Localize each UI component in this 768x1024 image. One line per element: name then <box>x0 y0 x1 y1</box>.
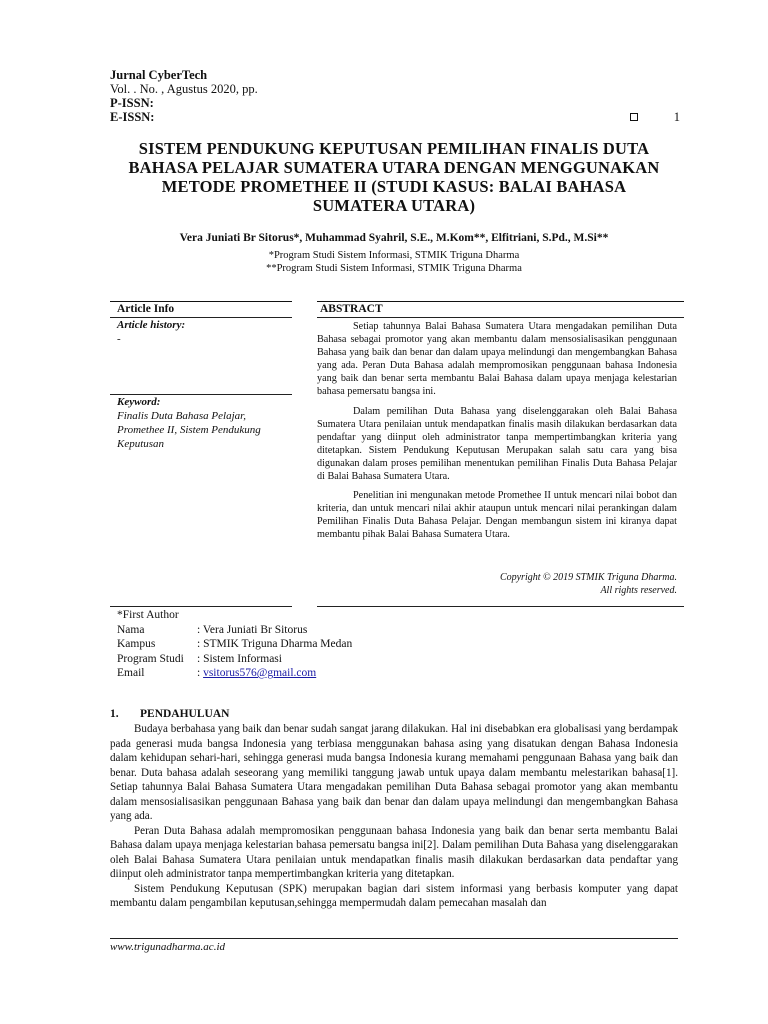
paper-title <box>100 139 688 215</box>
affiliation-1: *Program Studi Sistem Informasi, STMIK Triguna Dharma <box>268 250 520 261</box>
title-line: BAHASA PELAJAR SUMATERA UTARA DENGAN MENGGUNAKAN <box>128 158 660 177</box>
rule-article-info-bottom <box>110 606 292 607</box>
abstract-paragraph: Penelitian ini mengunakan metode Promethee II untuk mencari nilai bobot dan kriteria, dan untuk mencari nilai akhir ataupun untuk mencari nilai perankingan dalam Pemilihan Finalis Duta Bahasa Pelajar. Dengan membangun sistem ini kiranya dapat membantu pihak Balai Bahasa Sumatera Utara. <box>317 490 677 541</box>
title-line: SISTEM PENDUKUNG KEPUTUSAN PEMILIHAN FINALIS DUTA <box>138 139 650 158</box>
email-link[interactable]: vsitorus576@gmail.com <box>203 667 317 679</box>
keywords-line: Promethee II, Sistem Pendukung <box>117 424 261 436</box>
author-row <box>117 652 352 667</box>
keywords <box>117 409 289 451</box>
first-author-label: *First Author <box>117 609 179 621</box>
rule-article-info-top <box>110 301 292 302</box>
author-field-value <box>197 666 352 681</box>
page-number: 1 <box>673 110 680 124</box>
section-body <box>110 722 678 911</box>
author-field-key: Nama <box>117 623 145 636</box>
section-title: PENDAHULUAN <box>140 708 230 720</box>
body-paragraph: Peran Duta Bahasa adalah mempromosikan penggunaan bahasa Indonesia yang baik dan benar serta membantu Balai Bahasa dalam upaya menjaga kelestarian bahasa pemersatu bangsa ini[2]. Dalam pemilihan Duta Bahasa yang diselenggarakan oleh Balai Bahasa Sumatera Utara penilaian untuk mendapatkan finalis masih dilakukan berdasarkan data pendaftar yang diinput oleh administrator tanpa mempertimbangkan kriteria yang ditetapkan. <box>110 824 678 880</box>
abstract-paragraph: Setiap tahunnya Balai Bahasa Sumatera Utara mengadakan pemilihan Duta Bahasa sebagai promotor yang akan membantu dalam mensosialisasikan penggunaan Bahasa yang baik dan benar dan dalam upaya melindungi dan mengembangkan Bahasa yang ada. Peran Duta Bahasa adalah mempromosikan penggunaan bahasa Indonesia yang baik dan benar serta membantu Balai Bahasa dalam upaya menjaga kelestarian bahasa pemersatu bangsa ini. <box>317 321 677 398</box>
body-paragraph: Sistem Pendukung Keputusan (SPK) merupakan bagian dari sistem informasi yang berbasis komputer yang dapat membantu dalam pengambilan keputusan,sehingga mempermudah dalam pemecahan masalah dan <box>110 882 678 909</box>
square-outline-icon <box>630 113 638 121</box>
author-field-value: : Sistem Informasi <box>197 652 282 665</box>
rule-abstract-bottom <box>317 606 684 607</box>
journal-name: Jurnal CyberTech <box>110 68 208 82</box>
article-history-value: - <box>117 333 121 345</box>
rule-abstract-sub <box>317 317 684 318</box>
author-field-key: Program Studi <box>117 652 184 665</box>
author-row <box>117 666 352 681</box>
keyword-label: Keyword: <box>117 396 161 408</box>
abstract-paragraph: Dalam pemilihan Duta Bahasa yang diselenggarakan oleh Balai Bahasa Sumatera Utara penilaian untuk mendapatkan finalis masih dilakukan berdasarkan data pendaftar yang diinput oleh administrator tanpa mempertimbangkan kriteria yang ditetapkan. Sistem Pendukung Keputusan Merupakan salah satu cara yang bisa digunakan dalam proses pemilihan menentukan pemilihan Finalis Duta Bahasa Pelajar di Balai Bahasa Sumatera Utara. <box>317 405 677 483</box>
affiliation-2: **Program Studi Sistem Informasi, STMIK Triguna Dharma <box>266 262 522 274</box>
rule-abstract-top <box>317 301 684 302</box>
article-info-label: Article Info <box>117 303 175 315</box>
affiliations <box>100 250 688 275</box>
first-author-block <box>117 608 352 681</box>
author-field-key: Email <box>117 667 145 679</box>
author-field-value: : STMIK Triguna Dharma Medan <box>197 638 353 650</box>
title-line: SUMATERA UTARA) <box>312 196 476 215</box>
abstract-body <box>317 320 677 542</box>
section-heading <box>110 708 229 720</box>
footer-url[interactable]: www.trigunadharma.ac.id <box>110 941 226 953</box>
author-row <box>117 623 352 638</box>
e-issn: E-ISSN: <box>110 110 155 124</box>
author-list: Vera Juniati Br Sitorus*, Muhammad Syahril, S.E., M.Kom**, Elfitriani, S.Pd., M.Si** <box>179 232 609 244</box>
author-row <box>117 637 352 652</box>
keywords-line: Finalis Duta Bahasa Pelajar, <box>117 410 246 422</box>
body-paragraph: Budaya berbahasa yang baik dan benar sudah sangat jarang dilakukan. Hal ini disebabkan era globalisasi yang berdampak pada generasi muda bangsa Indonesia yang terbiasa menggunakan bahasa asing yang disatukan dengan Bahasa Indonesia dalam kehidupan sehari-hari, sehingga generasi muda bangsa Indonesia kurang memahami penggunaan Bahasa yang baik dan benar. Duta bahasa adalah seseorang yang memiliki tanggung jawab untuk upaya dalam membantu melestarikan bahasa[1]. Setiap tahunnya Balai Bahasa Sumatera Utara mengadakan pemilihan Duta Bahasa sebagai promotor yang akan membantu dalam mensosialisasikan penggunaan Bahasa yang baik dan benar dan dalam upaya melindungi dan mengembangkan Bahasa yang ada. <box>110 723 678 822</box>
journal-header <box>110 68 680 124</box>
copyright-line: All rights reserved. <box>600 585 677 596</box>
abstract-label: ABSTRACT <box>320 303 383 315</box>
author-field-value: : Vera Juniati Br Sitorus <box>197 623 308 636</box>
copyright-line: Copyright © 2019 STMIK Triguna Dharma. <box>499 572 677 583</box>
title-line: METODE PROMETHEE II (STUDI KASUS: BALAI BAHASA <box>161 177 627 196</box>
article-history-label: Article history: <box>117 319 186 331</box>
email-separator: : <box>197 667 204 679</box>
copyright-notice <box>317 571 677 597</box>
keywords-line: Keputusan <box>117 438 165 450</box>
p-issn: P-ISSN: <box>110 96 154 110</box>
first-author-table <box>117 623 352 681</box>
volume-line: Vol. . No. , Agustus 2020, pp. <box>110 82 258 96</box>
footer-rule <box>110 938 678 939</box>
section-number: 1. <box>110 708 119 720</box>
author-field-key: Kampus <box>117 638 156 650</box>
